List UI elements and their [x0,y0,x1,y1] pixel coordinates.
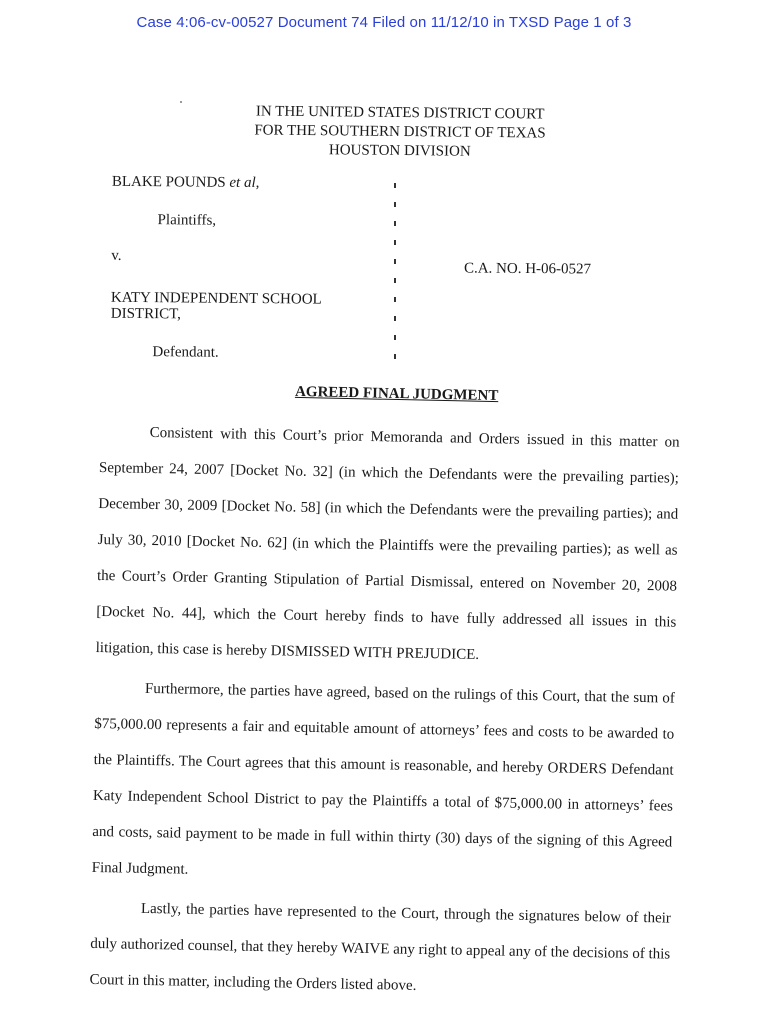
versus: v. [111,247,122,264]
scan-speck [180,101,182,103]
plaintiff-name-line [112,173,260,192]
paragraph-dismissal [95,414,680,677]
separator-mark [394,259,396,264]
case-caption [110,173,392,361]
court-heading [240,102,561,162]
paragraph-text: Lastly, the parties have represented to the Court, through the signatures below of their duly authorized counsel, that they hereby WAIVE any right to appeal any of the decisions of this Court in this matter, including the Orders listed above. [89,900,671,994]
defendant-role: Defendant. [152,344,219,361]
court-heading-line-1: IN THE UNITED STATES DISTRICT COURT [255,103,545,123]
separator-mark [394,183,396,188]
plaintiff-role: Plaintiffs, [157,212,217,229]
paragraph-waiver [89,890,671,1009]
plaintiff-etal: et al, [229,174,260,192]
judgment-body [89,414,680,1013]
separator-mark [394,335,396,340]
separator-mark [394,202,396,207]
case-header-stamp: Case 4:06-cv-00527 Document 74 Filed on 11/12/10 in TXSD Page 1 of 3 [136,14,632,31]
defendant-name-line-1: KATY INDEPENDENT SCHOOL [110,289,322,308]
document-title: AGREED FINAL JUDGMENT [294,383,499,405]
separator-mark [394,354,396,359]
paragraph-text: Furthermore, the parties have agreed, based on the rulings of this Court, that the sum of $75,000.00 represents a fair and equitable amount of attorneys’ fees and costs to be awarded to the Plaintiffs. The Court agrees that this amount is reasonable, and hereby ORDERS Defendant Katy Independent School District to pay the Plaintiffs a total of $75,000.00 in attorneys’ fees and costs, said payment to be made in full within thirty (30) days of the signing of this Agreed Final Judgment. [91,680,676,878]
court-heading-line-3: HOUSTON DIVISION [328,142,471,160]
separator-mark [394,240,396,245]
court-heading-line-2: FOR THE SOUTHERN DISTRICT OF TEXAS [254,122,546,142]
paragraph-text: Consistent with this Court’s prior Memoranda and Orders issued in this matter on September 24, 2007 [Docket No. 32] (in which the Defendants were the prevailing parties); December 30, 2009 [Docket No. 58] (in which the Defendants were the prevailing parties); and July 30, 2010 [Docket No. 62] (in which the Plaintiffs were the prevailing parties); as well as the Court’s Order Granting Stipulation of Partial Dismissal, entered on November 20, 2008 [Docket No. 44], which the Court hereby finds to have fully addressed all issues in this litigation, this case is hereby DISMISSED WITH PREJUDICE. [95,424,680,663]
separator-mark [394,221,396,226]
separator-mark [394,297,396,302]
plaintiff-name: BLAKE POUNDS [111,173,226,191]
separator-mark [394,278,396,283]
defendant-name-line-2: DISTRICT, [110,305,181,323]
paragraph-attorneys-fees [91,670,675,897]
separator-mark [394,316,396,321]
case-number: C.A. NO. H-06-0527 [463,260,592,278]
